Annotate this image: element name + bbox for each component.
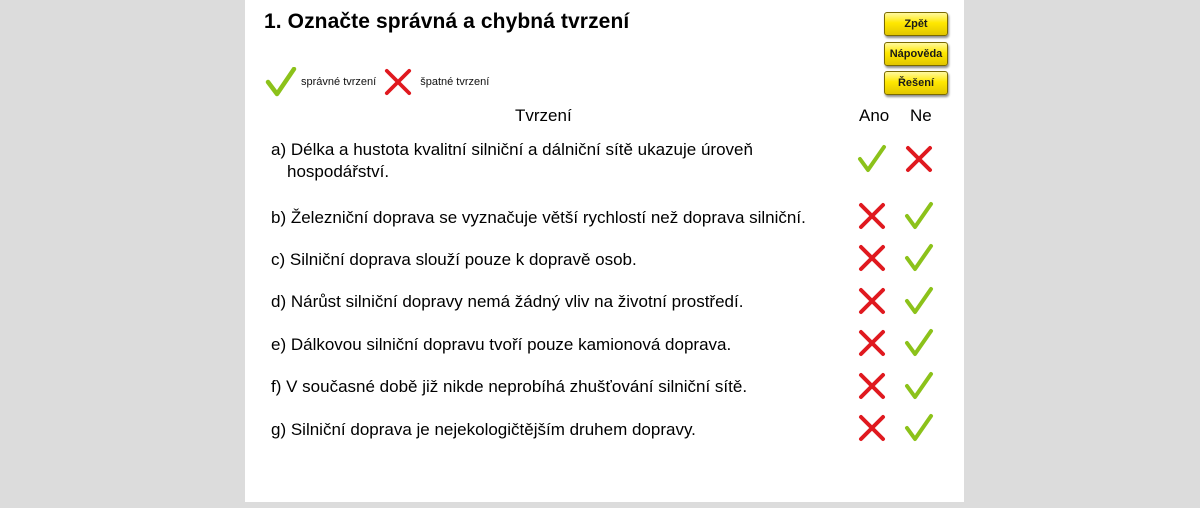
check-icon[interactable] [857,144,887,174]
cross-icon[interactable] [857,371,887,401]
cross-icon[interactable] [857,413,887,443]
cross-icon[interactable] [857,328,887,358]
check-icon[interactable] [904,201,934,231]
statement-d [271,291,743,313]
legend-wrong-label: špatné tvrzení [420,76,490,88]
cross-icon [384,68,412,96]
statement-text: f) V současné době již nikde neprobíhá zhušťování silniční sítě. [271,377,748,396]
statement-g [271,419,696,441]
statement-text: e) Dálkovou silniční dopravu tvoří pouze kamionová doprava. [271,335,732,354]
check-icon [265,67,297,97]
legend-correct-label: správné tvrzení [301,76,377,88]
check-icon[interactable] [904,243,934,273]
statement-f [271,376,747,398]
check-icon[interactable] [904,371,934,401]
statement-a [271,139,753,183]
statement-text: c) Silniční doprava slouží pouze k dopravě osob. [271,250,637,269]
cross-icon[interactable] [857,286,887,316]
statement-e [271,334,731,356]
statement-text-continued: hospodářství. [287,162,390,181]
statement-b [271,207,806,229]
legend [265,66,489,98]
statement-text: d) Nárůst silniční dopravy nemá žádný vliv na životní prostředí. [271,292,744,311]
slide [245,0,964,502]
column-header-statement: Tvrzení [515,106,572,125]
page-title: 1. Označte správná a chybná tvrzení [264,10,630,33]
check-icon[interactable] [904,328,934,358]
column-header-yes: Ano [859,106,890,125]
back-button[interactable]: Zpět [884,12,948,36]
solution-button[interactable]: Řešení [884,71,948,95]
help-button[interactable]: Nápověda [884,42,948,66]
statement-c [271,249,637,271]
statement-text: a) Délka a hustota kvalitní silniční a dálniční sítě ukazuje úroveň [271,140,753,159]
statement-text: b) Železniční doprava se vyznačuje větší rychlostí než doprava silniční. [271,208,806,227]
check-icon[interactable] [904,286,934,316]
cross-icon[interactable] [857,243,887,273]
check-icon[interactable] [904,413,934,443]
cross-icon[interactable] [904,144,934,174]
cross-icon[interactable] [857,201,887,231]
statement-text: g) Silniční doprava je nejekologičtějším druhem dopravy. [271,420,696,439]
column-header-no: Ne [910,106,932,125]
